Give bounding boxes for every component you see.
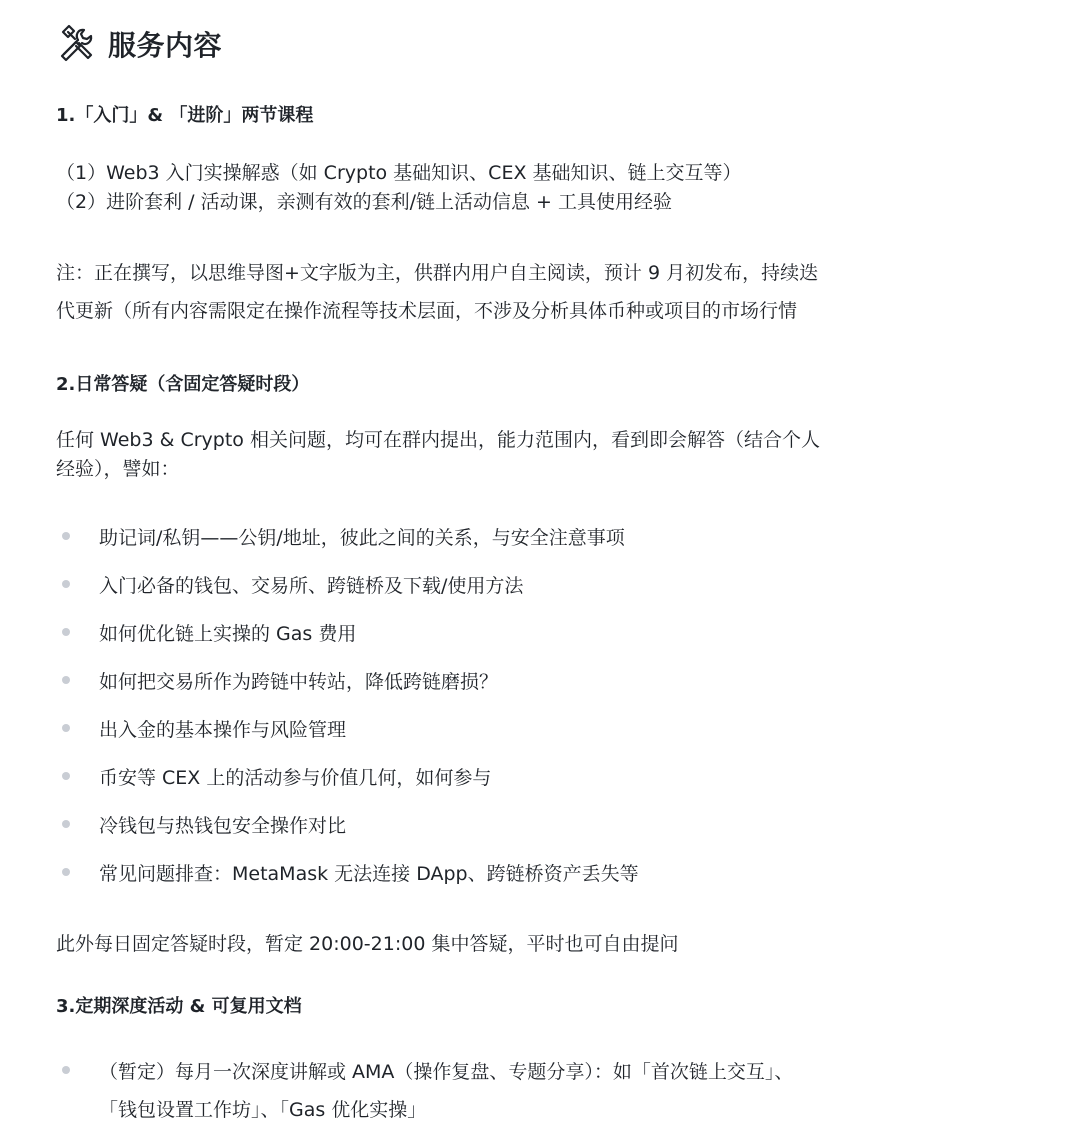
- list-item: 助记词/私钥——公钥/地址，彼此之间的关系，与安全注意事项: [99, 527, 625, 549]
- list-item: 如何优化链上实操的 Gas 费用: [99, 623, 357, 645]
- page-title: 服务内容: [108, 29, 223, 62]
- section-3-item-line-2: 「钱包设置工作坊」、「Gas 优化实操」: [99, 1099, 427, 1121]
- hammer-wrench-icon: [58, 24, 98, 64]
- list-item: 出入金的基本操作与风险管理: [99, 719, 347, 741]
- section-3-item-line-1: （暂定）每月一次深度讲解或 AMA（操作复盘、专题分享）：如「首次链上交互」、: [99, 1061, 794, 1083]
- section-1-heading: 1.「入门」& 「进阶」两节课程: [56, 105, 314, 126]
- section-1-note-line-1: 注：正在撰写，以思维导图+文字版为主，供群内用户自主阅读，预计 9 月初发布，持续迭: [56, 262, 819, 284]
- bullet-dot: [62, 628, 70, 636]
- list-item: 入门必备的钱包、交易所、跨链桥及下载/使用方法: [99, 575, 524, 597]
- section-1-line-1: （1）Web3 入门实操解惑（如 Crypto 基础知识、CEX 基础知识、链上交互等）: [56, 162, 742, 184]
- section-2-footer: 此外每日固定答疑时段，暂定 20:00-21:00 集中答疑，平时也可自由提问: [56, 933, 679, 955]
- list-item: 如何把交易所作为跨链中转站，降低跨链磨损？: [99, 671, 499, 693]
- bullet-dot: [62, 580, 70, 588]
- section-2-intro-line-1: 任何 Web3 & Crypto 相关问题，均可在群内提出，能力范围内，看到即会解答（结合个人: [56, 429, 820, 451]
- bullet-dot: [62, 772, 70, 780]
- section-2-intro-line-2: 经验），譬如：: [56, 458, 180, 480]
- section-1-note-line-2: 代更新（所有内容需限定在操作流程等技术层面，不涉及分析具体币种或项目的市场行情: [56, 300, 798, 322]
- bullet-dot: [62, 1066, 70, 1074]
- page-title-row: [58, 22, 222, 66]
- section-1-line-2: （2）进阶套利 / 活动课，亲测有效的套利/链上活动信息 + 工具使用经验: [56, 191, 672, 213]
- bullet-dot: [62, 676, 70, 684]
- section-2-heading: 2.日常答疑（含固定答疑时段）: [56, 374, 310, 395]
- bullet-dot: [62, 868, 70, 876]
- list-item: 冷钱包与热钱包安全操作对比: [99, 815, 347, 837]
- list-item: 币安等 CEX 上的活动参与价值几何，如何参与: [99, 767, 492, 789]
- bullet-dot: [62, 820, 70, 828]
- bullet-dot: [62, 532, 70, 540]
- section-3-heading: 3.定期深度活动 & 可复用文档: [56, 996, 302, 1017]
- list-item: 常见问题排查：MetaMask 无法连接 DApp、跨链桥资产丢失等: [99, 863, 639, 885]
- bullet-dot: [62, 724, 70, 732]
